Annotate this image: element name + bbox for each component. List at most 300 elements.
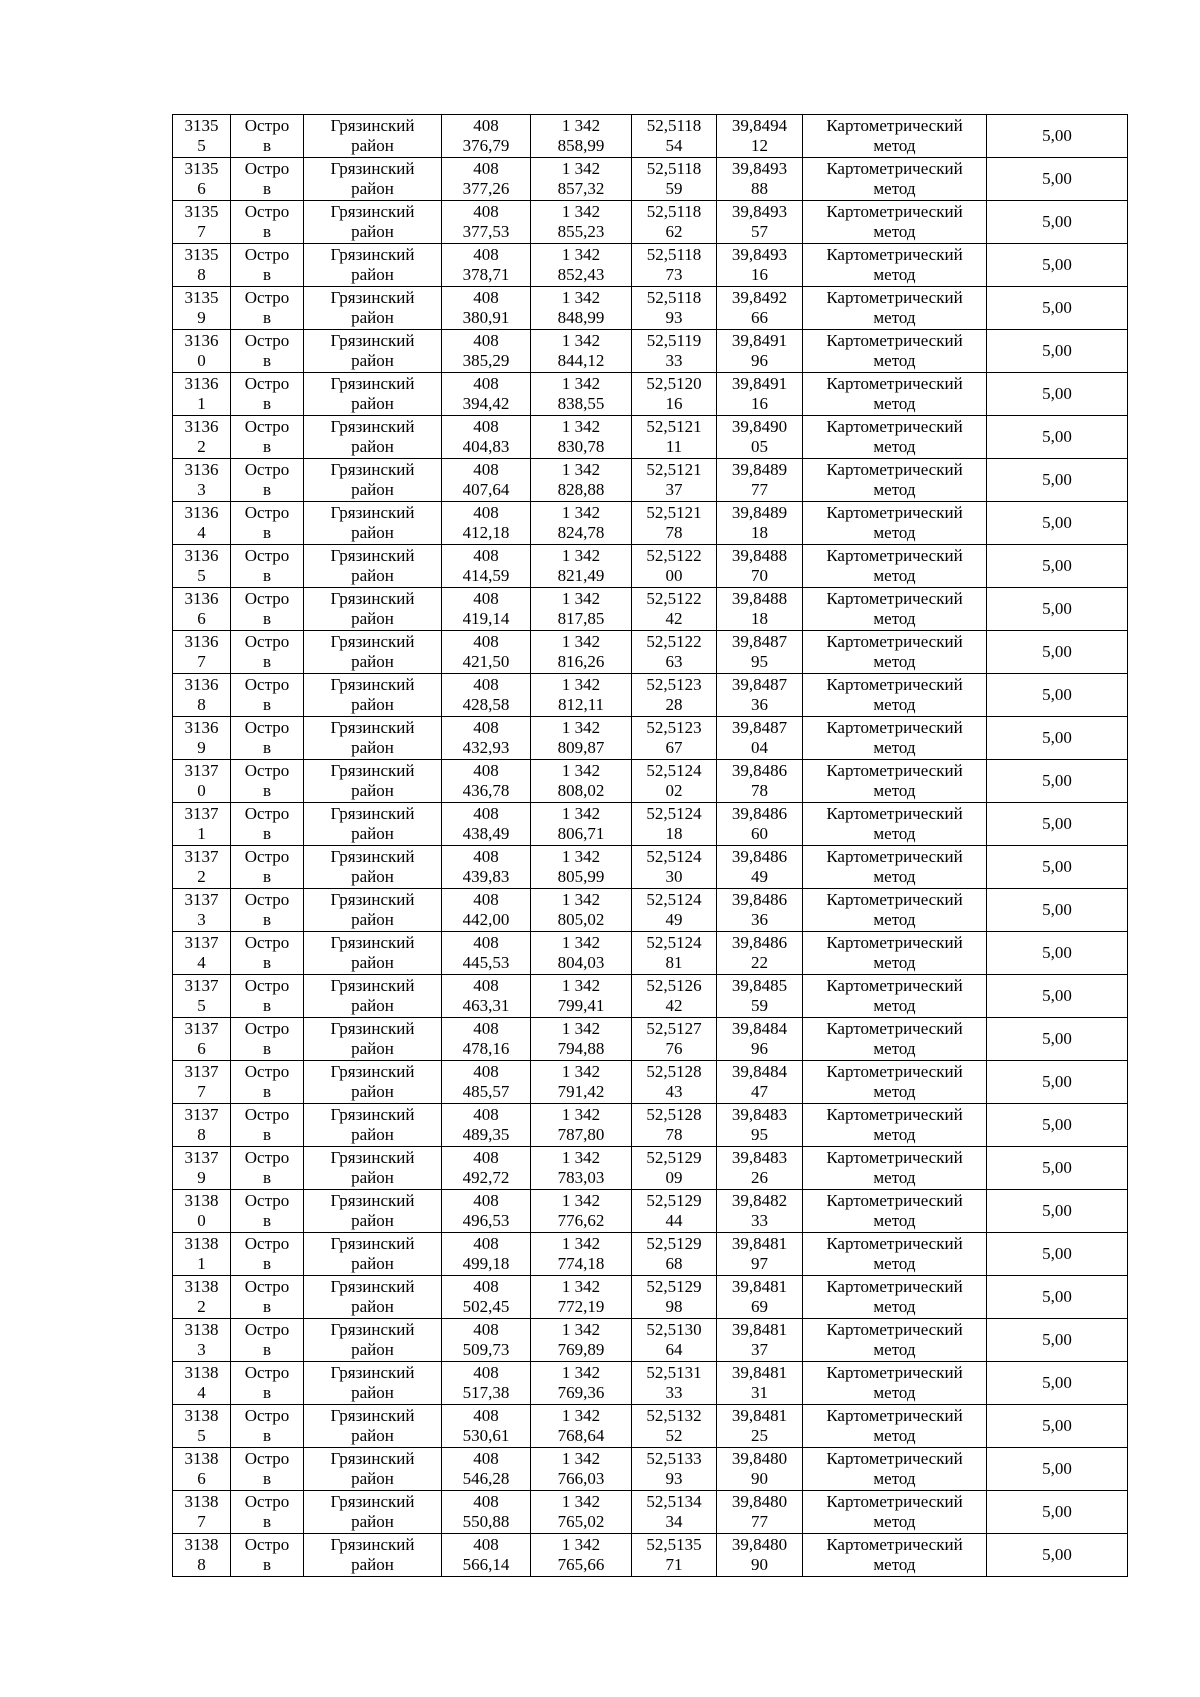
district-cell xyxy=(304,545,442,588)
y-coordinate-text: 1 342 xyxy=(561,589,601,608)
longitude-text: 26 xyxy=(751,1168,768,1187)
method-cell xyxy=(803,244,987,287)
table-body xyxy=(173,115,1128,1577)
x-coordinate-cell xyxy=(442,1491,531,1534)
method-cell xyxy=(803,416,987,459)
method-cell xyxy=(803,1319,987,1362)
method-text: метод xyxy=(873,652,916,671)
object-type-cell xyxy=(231,1233,304,1276)
accuracy-cell xyxy=(987,416,1128,459)
x-coordinate-text: 408 xyxy=(473,1234,499,1253)
latitude-cell xyxy=(632,502,717,545)
point-number-text: 7 xyxy=(197,1082,206,1101)
district-text: Грязинский xyxy=(330,374,415,393)
method-cell xyxy=(803,115,987,158)
accuracy-cell xyxy=(987,502,1128,545)
y-coordinate-cell xyxy=(531,287,632,330)
y-coordinate-text: 1 342 xyxy=(561,245,601,264)
x-coordinate-text: 408 xyxy=(473,1449,499,1468)
method-cell xyxy=(803,158,987,201)
method-cell xyxy=(803,889,987,932)
y-coordinate-cell xyxy=(531,1190,632,1233)
x-coordinate-text: 408 xyxy=(473,589,499,608)
district-text: Грязинский xyxy=(330,933,415,952)
longitude-text: 05 xyxy=(751,437,768,456)
y-coordinate-text: 1 342 xyxy=(561,460,601,479)
table-row xyxy=(173,1276,1128,1319)
longitude-text: 16 xyxy=(751,265,768,284)
district-text: район xyxy=(351,738,394,757)
y-coordinate-text: 791,42 xyxy=(557,1082,605,1101)
longitude-cell xyxy=(717,459,803,502)
x-coordinate-text: 412,18 xyxy=(462,523,510,542)
method-text: метод xyxy=(873,566,916,585)
x-coordinate-cell xyxy=(442,631,531,674)
x-coordinate-text: 517,38 xyxy=(462,1383,510,1402)
object-type-cell xyxy=(231,889,304,932)
x-coordinate-cell xyxy=(442,760,531,803)
object-type-text: Остро xyxy=(244,847,290,866)
object-type-cell xyxy=(231,1491,304,1534)
latitude-text: 52,5122 xyxy=(646,632,702,651)
district-cell xyxy=(304,1233,442,1276)
point-number-cell xyxy=(173,1061,231,1104)
table-row xyxy=(173,631,1128,674)
method-cell xyxy=(803,1233,987,1276)
object-type-text: Остро xyxy=(244,1406,290,1425)
method-text: метод xyxy=(873,308,916,327)
point-number-text: 3135 xyxy=(184,288,219,307)
y-coordinate-text: 1 342 xyxy=(561,1105,601,1124)
accuracy-cell xyxy=(987,1104,1128,1147)
accuracy-text: 5,00 xyxy=(1042,556,1072,575)
accuracy-cell xyxy=(987,1276,1128,1319)
y-coordinate-cell xyxy=(531,459,632,502)
point-number-text: 3136 xyxy=(184,546,219,565)
y-coordinate-text: 766,03 xyxy=(557,1469,605,1488)
point-number-cell xyxy=(173,1362,231,1405)
district-cell xyxy=(304,846,442,889)
x-coordinate-cell xyxy=(442,803,531,846)
point-number-text: 2 xyxy=(197,437,206,456)
object-type-text: в xyxy=(262,394,272,413)
object-type-text: в xyxy=(262,1383,272,1402)
longitude-cell xyxy=(717,330,803,373)
object-type-cell xyxy=(231,373,304,416)
latitude-text: 63 xyxy=(665,652,683,671)
x-coordinate-cell xyxy=(442,674,531,717)
x-coordinate-text: 408 xyxy=(473,1148,499,1167)
point-number-cell xyxy=(173,115,231,158)
y-coordinate-text: 1 342 xyxy=(561,417,601,436)
y-coordinate-text: 838,55 xyxy=(557,394,605,413)
y-coordinate-cell xyxy=(531,932,632,975)
object-type-text: в xyxy=(262,1125,272,1144)
district-text: Грязинский xyxy=(330,632,415,651)
latitude-text: 71 xyxy=(665,1555,683,1574)
latitude-text: 52,5118 xyxy=(646,245,702,264)
x-coordinate-text: 509,73 xyxy=(462,1340,510,1359)
district-text: район xyxy=(351,609,394,628)
longitude-text: 39,8482 xyxy=(731,1191,788,1210)
district-cell xyxy=(304,1534,442,1577)
method-text: Картометрический xyxy=(826,675,963,694)
object-type-text: Остро xyxy=(244,976,290,995)
method-text: метод xyxy=(873,1211,916,1230)
point-number-cell xyxy=(173,373,231,416)
method-cell xyxy=(803,545,987,588)
object-type-text: Остро xyxy=(244,245,290,264)
longitude-text: 39,8487 xyxy=(731,718,788,737)
latitude-text: 52,5124 xyxy=(646,890,702,909)
method-text: метод xyxy=(873,1082,916,1101)
object-type-text: в xyxy=(262,1426,272,1445)
longitude-cell xyxy=(717,502,803,545)
longitude-text: 33 xyxy=(751,1211,768,1230)
object-type-cell xyxy=(231,1534,304,1577)
point-number-cell xyxy=(173,717,231,760)
y-coordinate-text: 816,26 xyxy=(557,652,605,671)
accuracy-text: 5,00 xyxy=(1042,857,1072,876)
table-row xyxy=(173,1233,1128,1276)
longitude-cell xyxy=(717,244,803,287)
district-cell xyxy=(304,1147,442,1190)
x-coordinate-cell xyxy=(442,115,531,158)
point-number-text: 3138 xyxy=(184,1492,219,1511)
district-text: Грязинский xyxy=(330,116,415,135)
latitude-text: 52,5120 xyxy=(646,374,702,393)
object-type-cell xyxy=(231,1405,304,1448)
object-type-text: Остро xyxy=(244,116,290,135)
latitude-cell xyxy=(632,287,717,330)
point-number-text: 3137 xyxy=(184,890,219,909)
object-type-text: в xyxy=(262,1340,272,1359)
latitude-text: 16 xyxy=(665,394,683,413)
district-cell xyxy=(304,459,442,502)
point-number-text: 4 xyxy=(197,953,206,972)
object-type-cell xyxy=(231,115,304,158)
y-coordinate-cell xyxy=(531,975,632,1018)
y-coordinate-text: 1 342 xyxy=(561,933,601,952)
y-coordinate-text: 1 342 xyxy=(561,159,601,178)
x-coordinate-cell xyxy=(442,717,531,760)
accuracy-cell xyxy=(987,846,1128,889)
method-text: метод xyxy=(873,1469,916,1488)
method-text: Картометрический xyxy=(826,761,963,780)
latitude-text: 52,5118 xyxy=(646,288,702,307)
y-coordinate-text: 1 342 xyxy=(561,1320,601,1339)
object-type-cell xyxy=(231,588,304,631)
latitude-text: 52,5124 xyxy=(646,804,702,823)
x-coordinate-text: 380,91 xyxy=(462,308,510,327)
y-coordinate-text: 1 342 xyxy=(561,675,601,694)
district-text: Грязинский xyxy=(330,804,415,823)
district-cell xyxy=(304,1362,442,1405)
object-type-text: в xyxy=(262,652,272,671)
latitude-cell xyxy=(632,158,717,201)
district-text: Грязинский xyxy=(330,245,415,264)
x-coordinate-cell xyxy=(442,1405,531,1448)
longitude-text: 47 xyxy=(751,1082,768,1101)
point-number-cell xyxy=(173,502,231,545)
latitude-text: 02 xyxy=(665,781,683,800)
district-text: Грязинский xyxy=(330,460,415,479)
point-number-text: 8 xyxy=(197,1555,206,1574)
method-text: метод xyxy=(873,1383,916,1402)
y-coordinate-text: 772,19 xyxy=(557,1297,605,1316)
x-coordinate-text: 408 xyxy=(473,1277,499,1296)
y-coordinate-text: 1 342 xyxy=(561,1234,601,1253)
y-coordinate-text: 1 342 xyxy=(561,374,601,393)
method-text: метод xyxy=(873,910,916,929)
point-number-text: 3136 xyxy=(184,632,219,651)
object-type-cell xyxy=(231,1061,304,1104)
longitude-text: 90 xyxy=(751,1555,768,1574)
longitude-text: 60 xyxy=(751,824,768,843)
object-type-text: в xyxy=(262,437,272,456)
object-type-text: Остро xyxy=(244,632,290,651)
accuracy-cell xyxy=(987,975,1128,1018)
point-number-text: 3136 xyxy=(184,675,219,694)
y-coordinate-cell xyxy=(531,115,632,158)
district-text: район xyxy=(351,351,394,370)
table-row xyxy=(173,1448,1128,1491)
longitude-text: 39,8481 xyxy=(731,1363,788,1382)
y-coordinate-text: 1 342 xyxy=(561,632,601,651)
method-text: метод xyxy=(873,1254,916,1273)
point-number-text: 3 xyxy=(197,480,206,499)
y-coordinate-text: 808,02 xyxy=(557,781,605,800)
point-number-cell xyxy=(173,889,231,932)
method-text: Картометрический xyxy=(826,374,963,393)
longitude-text: 97 xyxy=(751,1254,768,1273)
latitude-text: 78 xyxy=(665,1125,683,1144)
latitude-text: 30 xyxy=(665,867,683,886)
latitude-text: 52,5134 xyxy=(646,1492,702,1511)
longitude-text: 25 xyxy=(751,1426,768,1445)
object-type-cell xyxy=(231,545,304,588)
district-text: район xyxy=(351,1125,394,1144)
x-coordinate-text: 445,53 xyxy=(462,953,510,972)
longitude-text: 39,8488 xyxy=(731,589,788,608)
longitude-cell xyxy=(717,545,803,588)
point-number-text: 3136 xyxy=(184,331,219,350)
longitude-cell xyxy=(717,717,803,760)
longitude-text: 36 xyxy=(751,695,768,714)
point-number-text: 3 xyxy=(197,1340,206,1359)
table-row xyxy=(173,1104,1128,1147)
method-text: Картометрический xyxy=(826,1449,963,1468)
longitude-text: 77 xyxy=(751,480,768,499)
point-number-text: 3138 xyxy=(184,1363,219,1382)
point-number-text: 8 xyxy=(197,1125,206,1144)
x-coordinate-text: 378,71 xyxy=(462,265,510,284)
method-text: Картометрический xyxy=(826,1406,963,1425)
method-cell xyxy=(803,287,987,330)
point-number-text: 6 xyxy=(197,179,206,198)
point-number-text: 7 xyxy=(197,222,206,241)
longitude-text: 69 xyxy=(751,1297,768,1316)
latitude-text: 54 xyxy=(665,136,683,155)
latitude-text: 18 xyxy=(665,824,683,843)
object-type-text: Остро xyxy=(244,1492,290,1511)
accuracy-cell xyxy=(987,760,1128,803)
x-coordinate-cell xyxy=(442,1319,531,1362)
y-coordinate-text: 1 342 xyxy=(561,1449,601,1468)
district-text: район xyxy=(351,179,394,198)
accuracy-cell xyxy=(987,1190,1128,1233)
district-cell xyxy=(304,674,442,717)
point-number-cell xyxy=(173,1276,231,1319)
method-text: метод xyxy=(873,953,916,972)
district-cell xyxy=(304,416,442,459)
accuracy-cell xyxy=(987,588,1128,631)
y-coordinate-text: 1 342 xyxy=(561,546,601,565)
longitude-text: 37 xyxy=(751,1340,768,1359)
y-coordinate-text: 1 342 xyxy=(561,1535,601,1554)
method-text: Картометрический xyxy=(826,1277,963,1296)
x-coordinate-text: 408 xyxy=(473,374,499,393)
district-text: Грязинский xyxy=(330,761,415,780)
latitude-text: 52,5124 xyxy=(646,761,702,780)
latitude-text: 93 xyxy=(665,1469,683,1488)
table-row xyxy=(173,1319,1128,1362)
x-coordinate-cell xyxy=(442,932,531,975)
y-coordinate-text: 805,99 xyxy=(557,867,605,886)
longitude-text: 39,8486 xyxy=(731,847,788,866)
object-type-text: Остро xyxy=(244,374,290,393)
y-coordinate-cell xyxy=(531,1147,632,1190)
method-text: метод xyxy=(873,265,916,284)
latitude-text: 98 xyxy=(665,1297,683,1316)
y-coordinate-text: 1 342 xyxy=(561,804,601,823)
point-number-text: 6 xyxy=(197,1469,206,1488)
district-text: Грязинский xyxy=(330,288,415,307)
accuracy-cell xyxy=(987,1362,1128,1405)
latitude-cell xyxy=(632,115,717,158)
x-coordinate-text: 408 xyxy=(473,847,499,866)
longitude-text: 39,8486 xyxy=(731,890,788,909)
method-cell xyxy=(803,803,987,846)
accuracy-cell xyxy=(987,158,1128,201)
method-text: метод xyxy=(873,1297,916,1316)
table-row xyxy=(173,201,1128,244)
district-text: Грязинский xyxy=(330,1277,415,1296)
latitude-text: 52,5130 xyxy=(646,1320,702,1339)
latitude-text: 52,5122 xyxy=(646,546,702,565)
accuracy-cell xyxy=(987,803,1128,846)
method-cell xyxy=(803,1405,987,1448)
table-row xyxy=(173,975,1128,1018)
accuracy-cell xyxy=(987,373,1128,416)
x-coordinate-cell xyxy=(442,416,531,459)
object-type-text: в xyxy=(262,1211,272,1230)
object-type-text: Остро xyxy=(244,890,290,909)
object-type-text: в xyxy=(262,910,272,929)
method-text: метод xyxy=(873,781,916,800)
table-row xyxy=(173,244,1128,287)
object-type-text: Остро xyxy=(244,1105,290,1124)
object-type-text: в xyxy=(262,953,272,972)
method-cell xyxy=(803,1276,987,1319)
y-coordinate-text: 1 342 xyxy=(561,116,601,135)
y-coordinate-text: 806,71 xyxy=(557,824,605,843)
latitude-text: 52,5123 xyxy=(646,675,702,694)
longitude-text: 39,8484 xyxy=(731,1062,788,1081)
method-text: метод xyxy=(873,738,916,757)
latitude-text: 09 xyxy=(665,1168,683,1187)
longitude-text: 66 xyxy=(751,308,768,327)
method-cell xyxy=(803,502,987,545)
y-coordinate-cell xyxy=(531,502,632,545)
point-number-cell xyxy=(173,975,231,1018)
latitude-text: 52,5129 xyxy=(646,1234,702,1253)
table-row xyxy=(173,1018,1128,1061)
object-type-text: Остро xyxy=(244,331,290,350)
latitude-cell xyxy=(632,1061,717,1104)
longitude-cell xyxy=(717,1276,803,1319)
longitude-text: 95 xyxy=(751,1125,768,1144)
longitude-text: 39,8487 xyxy=(731,632,788,651)
y-coordinate-cell xyxy=(531,373,632,416)
y-coordinate-cell xyxy=(531,631,632,674)
accuracy-cell xyxy=(987,115,1128,158)
x-coordinate-text: 408 xyxy=(473,546,499,565)
district-text: район xyxy=(351,1426,394,1445)
x-coordinate-text: 414,59 xyxy=(462,566,510,585)
method-text: Картометрический xyxy=(826,1062,963,1081)
method-cell xyxy=(803,932,987,975)
y-coordinate-text: 1 342 xyxy=(561,718,601,737)
table-row xyxy=(173,502,1128,545)
x-coordinate-text: 408 xyxy=(473,503,499,522)
longitude-text: 88 xyxy=(751,179,768,198)
method-text: метод xyxy=(873,695,916,714)
y-coordinate-text: 765,02 xyxy=(557,1512,605,1531)
longitude-text: 16 xyxy=(751,394,768,413)
latitude-text: 34 xyxy=(665,1512,683,1531)
latitude-cell xyxy=(632,373,717,416)
method-text: Картометрический xyxy=(826,159,963,178)
point-number-text: 3137 xyxy=(184,804,219,823)
longitude-cell xyxy=(717,1018,803,1061)
point-number-text: 9 xyxy=(197,308,206,327)
x-coordinate-text: 408 xyxy=(473,417,499,436)
point-number-text: 3135 xyxy=(184,202,219,221)
latitude-text: 43 xyxy=(665,1082,683,1101)
table-row xyxy=(173,373,1128,416)
latitude-text: 49 xyxy=(665,910,683,929)
table-row xyxy=(173,674,1128,717)
method-text: метод xyxy=(873,351,916,370)
accuracy-cell xyxy=(987,889,1128,932)
method-text: метод xyxy=(873,1426,916,1445)
accuracy-cell xyxy=(987,1448,1128,1491)
district-text: Грязинский xyxy=(330,976,415,995)
latitude-cell xyxy=(632,631,717,674)
district-text: район xyxy=(351,824,394,843)
point-number-text: 8 xyxy=(197,265,206,284)
longitude-text: 39,8484 xyxy=(731,1019,788,1038)
x-coordinate-cell xyxy=(442,1276,531,1319)
point-number-cell xyxy=(173,1018,231,1061)
point-number-text: 1 xyxy=(197,824,206,843)
x-coordinate-text: 408 xyxy=(473,460,499,479)
longitude-text: 39,8483 xyxy=(731,1148,788,1167)
method-cell xyxy=(803,631,987,674)
longitude-cell xyxy=(717,158,803,201)
method-text: Картометрический xyxy=(826,417,963,436)
